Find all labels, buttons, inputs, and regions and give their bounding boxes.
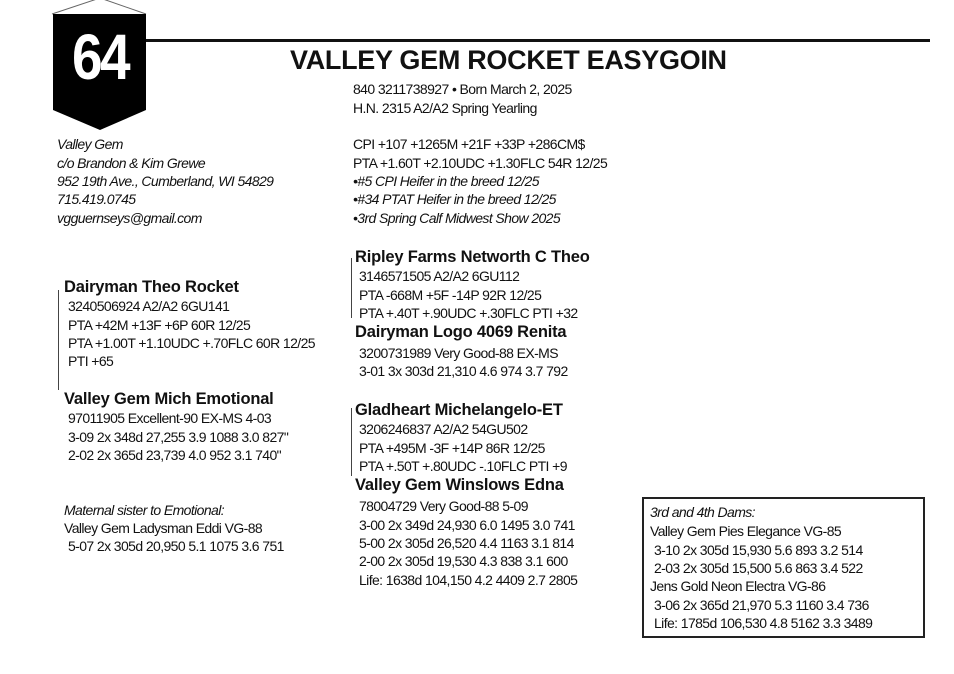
dam-line: 2-02 2x 365d 23,739 4.0 952 3.1 740" [68,447,282,463]
maternal-sister-record: 5-07 2x 305d 20,950 5.1 1075 3.6 751 [68,538,284,554]
animal-hn-line: H.N. 2315 A2/A2 Spring Yearling [353,100,537,116]
consignor-line: 952 19th Ave., Cumberland, WI 54829 [57,173,274,189]
maternal-sister-name: Valley Gem Ladysman Eddi VG-88 [64,520,263,536]
dam-dam-line: Life: 1638d 104,150 4.2 4409 2.7 2805 [359,572,578,588]
sire-line: PTA +42M +13F +6P 60R 12/25 [68,317,251,333]
animal-note: •#5 CPI Heifer in the breed 12/25 [353,173,539,189]
consignor-line: 715.419.0745 [57,191,136,207]
lot-pennant [48,0,152,132]
sire-sire-line: 3146571505 A2/A2 6GU112 [359,268,520,284]
sire-line: PTI +65 [68,353,114,369]
dam-sire-line: 3206246837 A2/A2 54GU502 [359,421,528,437]
dam-name: Valley Gem Mich Emotional [64,390,274,408]
dam-dam-line: 3-00 2x 349d 24,930 6.0 1495 3.0 741 [359,517,575,533]
animal-stat-line: PTA +1.60T +2.10UDC +1.30FLC 54R 12/25 [353,155,608,171]
consignor-line: vgguernseys@gmail.com [57,210,202,226]
sire-bracket [58,290,59,390]
maternal-sister-heading: Maternal sister to Emotional: [64,502,225,518]
dam-dam-line: 2-00 2x 305d 19,530 4.3 838 3.1 600 [359,553,568,569]
lot-number: 64 [71,21,129,93]
dams-box-heading: 3rd and 4th Dams: [650,504,755,520]
animal-name: VALLEY GEM ROCKET EASYGOIN [290,45,727,75]
animal-id-line: 840 3211738927 • Born March 2, 2025 [353,81,572,97]
dam-sire-line: PTA +495M -3F +14P 86R 12/25 [359,440,545,456]
dam-dam-name: Valley Gem Winslows Edna [355,476,564,494]
consignor-line: c/o Brandon & Kim Grewe [57,155,206,171]
dam-sire-bracket [351,408,352,476]
fourth-dam-name: Jens Gold Neon Electra VG-86 [650,578,826,594]
sire-sire-name: Ripley Farms Networth C Theo [355,248,590,266]
third-dam-record: 3-10 2x 305d 15,930 5.6 893 3.2 514 [654,542,863,558]
sire-sire-bracket [351,258,352,318]
sire-dam-line: 3200731989 Very Good-88 EX-MS [359,345,558,361]
third-dam-name: Valley Gem Pies Elegance VG-85 [650,523,842,539]
third-dam-record: 2-03 2x 305d 15,500 5.6 863 3.4 522 [654,560,863,576]
dam-line: 97011905 Excellent-90 EX-MS 4-03 [68,410,272,426]
sire-line: PTA +1.00T +1.10UDC +.70FLC 60R 12/25 [68,335,315,351]
sire-dam-name: Dairyman Logo 4069 Renita [355,323,567,341]
dam-dam-line: 78004729 Very Good-88 5-09 [359,498,528,514]
sire-dam-line: 3-01 3x 303d 21,310 4.6 974 3.7 792 [359,363,568,379]
fourth-dam-record: Life: 1785d 106,530 4.8 5162 3.3 3489 [654,615,873,631]
consignor-line: Valley Gem [57,136,123,152]
dam-sire-name: Gladheart Michelangelo-ET [355,401,563,419]
sire-line: 3240506924 A2/A2 6GU141 [68,298,230,314]
dam-dam-line: 5-00 2x 305d 26,520 4.4 1163 3.1 814 [359,535,574,551]
animal-note: •#34 PTAT Heifer in the breed 12/25 [353,191,556,207]
header-rule [140,39,930,42]
sire-name: Dairyman Theo Rocket [64,278,239,296]
sire-sire-line: PTA +.40T +.90UDC +.30FLC PTI +32 [359,305,578,321]
fourth-dam-record: 3-06 2x 365d 21,970 5.3 1160 3.4 736 [654,597,869,613]
sire-sire-line: PTA -668M +5F -14P 92R 12/25 [359,287,542,303]
dam-sire-line: PTA +.50T +.80UDC -.10FLC PTI +9 [359,458,567,474]
animal-stat-line: CPI +107 +1265M +21F +33P +286CM$ [353,136,585,152]
dam-line: 3-09 2x 348d 27,255 3.9 1088 3.0 827" [68,429,289,445]
animal-note: •3rd Spring Calf Midwest Show 2025 [353,210,561,226]
